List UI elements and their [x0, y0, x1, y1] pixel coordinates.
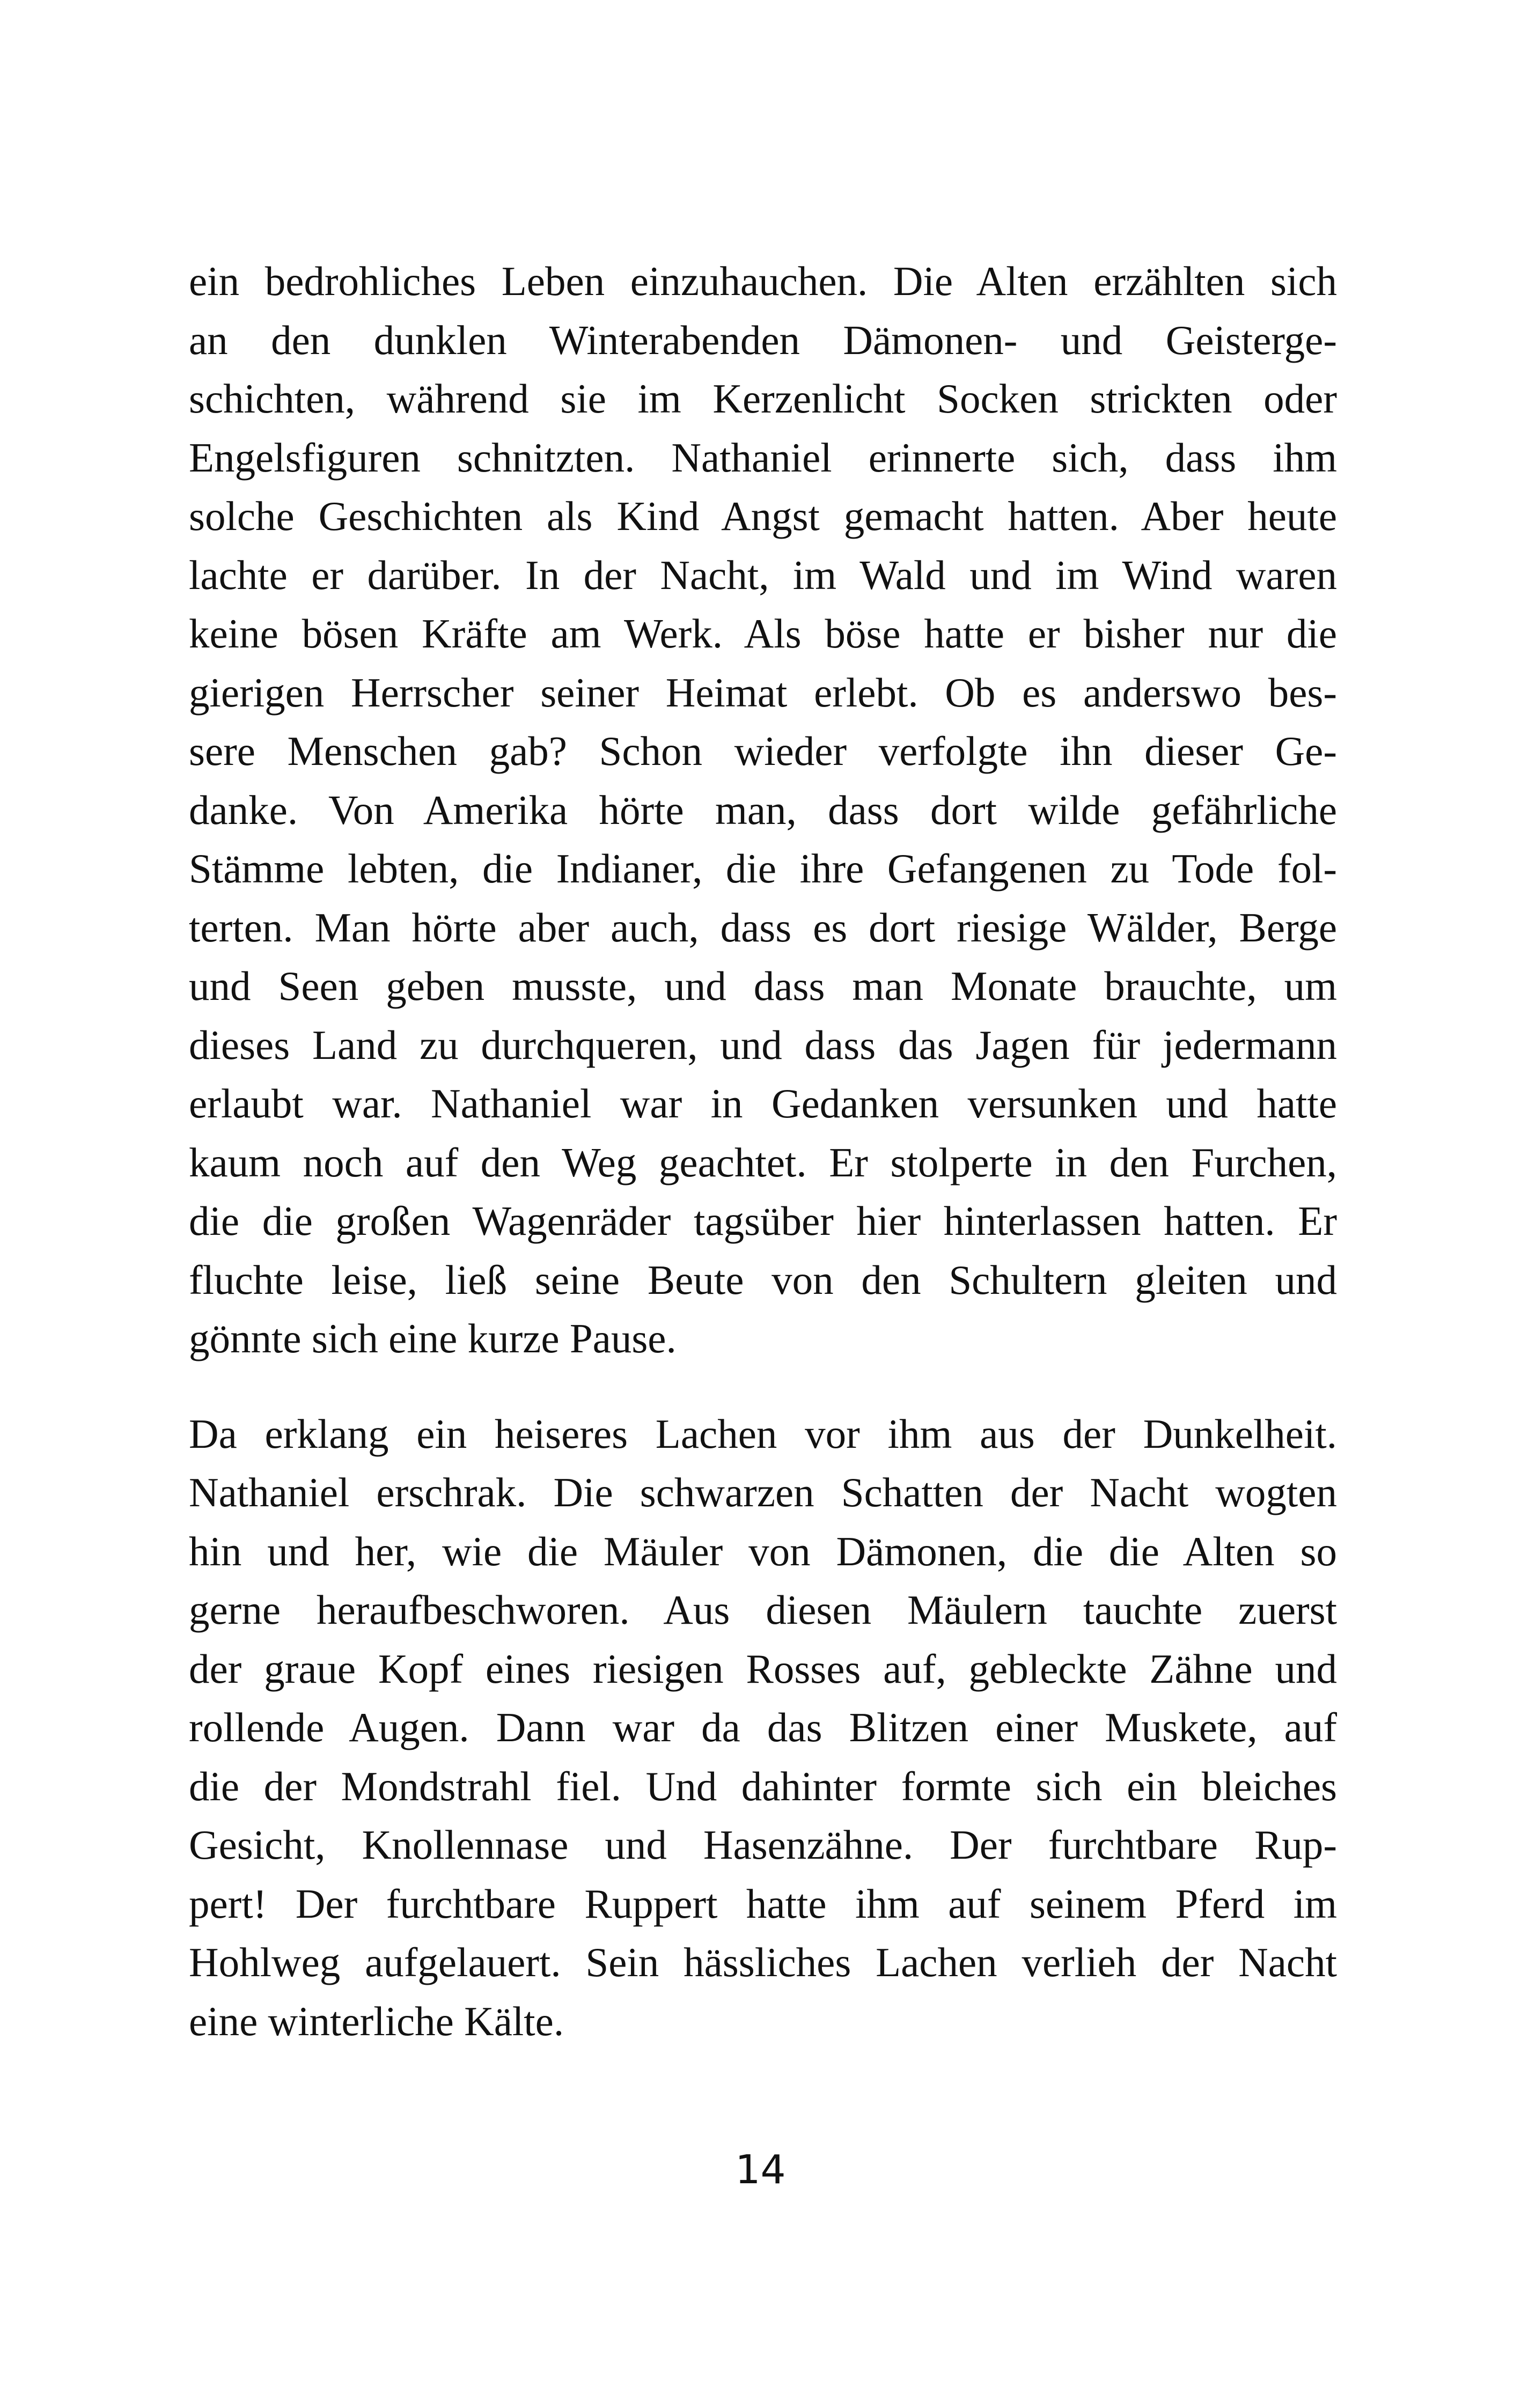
- text-line: die der Mondstrahl fiel. Und dahinter formte sich ein bleiches: [189, 1763, 1337, 1809]
- text-line: solche Geschichten als Kind Angst gemacht hatten. Aber heute: [189, 493, 1337, 539]
- text-line: fluchte leise, ließ seine Beute von den Schultern gleiten und: [189, 1256, 1337, 1303]
- paragraph-1: [189, 252, 1337, 1368]
- text-line: dieses Land zu durchqueren, und dass das Jagen für jedermann: [189, 1021, 1337, 1068]
- text-line: gerne heraufbeschworen. Aus diesen Mäulern tauchte zuerst: [189, 1587, 1337, 1633]
- text-line: der graue Kopf eines riesigen Rosses auf, gebleckte Zähne und: [189, 1645, 1337, 1692]
- text-line: eine winterliche Kälte.: [189, 1998, 564, 2044]
- text-line: ein bedrohliches Leben einzuhauchen. Die Alten erzählten sich: [189, 258, 1337, 304]
- text-line: Hohlweg aufgelauert. Sein hässliches Lachen verlieh der Nacht: [189, 1939, 1337, 1985]
- text-line: Stämme lebten, die Indianer, die ihre Gefangenen zu Tode fol-: [189, 845, 1337, 892]
- text-line: sere Menschen gab? Schon wieder verfolgte ihn dieser Ge-: [189, 728, 1337, 774]
- text-line: schichten, während sie im Kerzenlicht Socken strickten oder: [189, 375, 1337, 422]
- page-number: 14: [735, 2147, 786, 2193]
- body-text: [189, 252, 1337, 2051]
- text-line: terten. Man hörte aber auch, dass es dort riesige Wälder, Berge: [189, 904, 1337, 951]
- text-line: pert! Der furchtbare Ruppert hatte ihm auf seinem Pferd im: [189, 1880, 1337, 1927]
- text-line: gönnte sich eine kurze Pause.: [189, 1315, 677, 1361]
- text-line: hin und her, wie die Mäuler von Dämonen, die die Alten so: [189, 1528, 1337, 1574]
- paragraph-2: [189, 1405, 1337, 2051]
- text-line: kaum noch auf den Weg geachtet. Er stolperte in den Furchen,: [189, 1139, 1337, 1185]
- text-line: keine bösen Kräfte am Werk. Als böse hatte er bisher nur die: [189, 610, 1337, 657]
- text-line: rollende Augen. Dann war da das Blitzen einer Muskete, auf: [189, 1704, 1337, 1750]
- text-line: Nathaniel erschrak. Die schwarzen Schatten der Nacht wogten: [189, 1469, 1337, 1515]
- paragraph-spacer: [189, 1368, 1337, 1405]
- text-line: gierigen Herrscher seiner Heimat erlebt. Ob es anderswo bes-: [189, 669, 1337, 716]
- text-line: lachte er darüber. In der Nacht, im Wald und im Wind waren: [189, 551, 1337, 598]
- text-line: Gesicht, Knollennase und Hasenzähne. Der furchtbare Rup-: [189, 1822, 1337, 1868]
- text-line: Da erklang ein heiseres Lachen vor ihm aus der Dunkelheit.: [189, 1410, 1337, 1457]
- text-line: und Seen geben musste, und dass man Monate brauchte, um: [189, 963, 1337, 1009]
- text-line: erlaubt war. Nathaniel war in Gedanken versunken und hatte: [189, 1080, 1337, 1126]
- text-line: danke. Von Amerika hörte man, dass dort wilde gefährliche: [189, 786, 1337, 833]
- text-line: Engelsfiguren schnitzten. Nathaniel erinnerte sich, dass ihm: [189, 434, 1337, 481]
- text-line: an den dunklen Winterabenden Dämonen- und Geisterge-: [189, 316, 1337, 363]
- text-line: die die großen Wagenräder tagsüber hier hinterlassen hatten. Er: [189, 1198, 1337, 1244]
